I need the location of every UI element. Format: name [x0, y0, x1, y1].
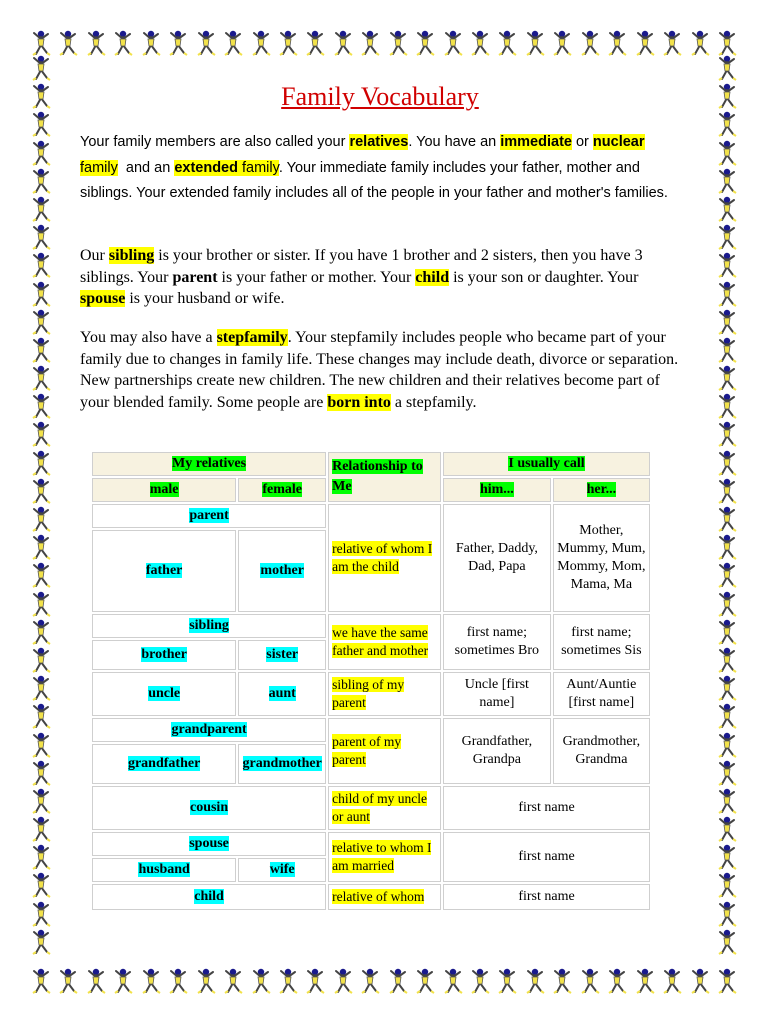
- term-grandfather: grandfather: [127, 756, 201, 771]
- cheering-figure-icon: [716, 55, 738, 81]
- cheering-figure-icon: [167, 30, 189, 56]
- table-cell: Grandfather, Grandpa: [443, 718, 551, 784]
- top-border: [30, 30, 738, 56]
- cheering-figure-icon: [716, 591, 738, 617]
- intro-text: or: [571, 134, 593, 150]
- cheering-figure-icon: [277, 968, 299, 994]
- cheering-figure-icon: [140, 30, 162, 56]
- relation-sibling: we have the same father and mother: [332, 625, 429, 658]
- cheering-figure-icon: [716, 844, 738, 870]
- cheering-figure-icon: [716, 675, 738, 701]
- table-cell: [328, 672, 441, 716]
- page-title: Family Vocabulary: [281, 82, 479, 111]
- header-cell: [328, 452, 441, 502]
- para-text: You may also have a: [80, 329, 217, 346]
- para-text: is your brother or sister. If you have 1 brother and 2 sisters, then you have 3 siblings. Your: [80, 247, 643, 286]
- table-cell: [92, 640, 236, 670]
- table-cell: first name; sometimes Bro: [443, 614, 551, 670]
- cheering-figure-icon: [30, 591, 52, 617]
- cheering-figure-icon: [606, 30, 628, 56]
- cheering-figure-icon: [30, 816, 52, 842]
- bottom-border: [30, 968, 738, 994]
- cheering-figure-icon: [277, 30, 299, 56]
- table-cell: [92, 718, 326, 742]
- cheering-figure-icon: [442, 968, 464, 994]
- para-text: is your son or daughter. Your: [449, 268, 639, 286]
- header-cell: [92, 478, 236, 502]
- term-spouse: spouse: [189, 836, 229, 851]
- cheering-figure-icon: [30, 393, 52, 419]
- cheering-figure-icon: [195, 30, 217, 56]
- cheering-figure-icon: [30, 111, 52, 137]
- cheering-figure-icon: [496, 30, 518, 56]
- cheering-figure-icon: [167, 968, 189, 994]
- cheering-figure-icon: [30, 788, 52, 814]
- table-cell: [328, 504, 441, 612]
- cheering-figure-icon: [689, 30, 711, 56]
- term-grandparent: grandparent: [171, 722, 247, 737]
- sibling-paragraph: [80, 245, 680, 310]
- header-her: her...: [586, 482, 617, 497]
- table-cell: Aunt/Auntie [first name]: [553, 672, 650, 716]
- cheering-figure-icon: [716, 309, 738, 335]
- intro-text: . Your immediate family includes your father, mother and siblings. Your extended family includes all of the people in your father and mother's families.: [80, 159, 668, 201]
- keyword-nuclear: nuclear: [592, 134, 645, 150]
- term-child: child: [194, 889, 224, 904]
- intro-text: and an: [117, 159, 175, 176]
- header-relationship: Relationship to Me: [332, 459, 423, 494]
- para-text: . Your stepfamily includes people who became part of your family due to changes in family life. These changes may include death, divorce or separation. New partnerships create new children. The new children and their relatives become part of your blended family. Some people are: [80, 329, 679, 411]
- term-father: father: [145, 563, 183, 578]
- cheering-figure-icon: [30, 675, 52, 701]
- para-text: is your father or mother. Your: [217, 268, 416, 286]
- relation-parent: relative of whom I am the child: [332, 541, 433, 574]
- cheering-figure-icon: [716, 252, 738, 278]
- table-cell: [92, 832, 326, 856]
- table-cell: first name; sometimes Sis: [553, 614, 650, 670]
- term-husband: husband: [138, 862, 190, 877]
- header-him: him...: [479, 482, 514, 497]
- table-cell: [328, 786, 441, 830]
- relation-spouse: relative to whom I am married: [332, 840, 432, 873]
- cheering-figure-icon: [716, 534, 738, 560]
- cheering-figure-icon: [716, 901, 738, 927]
- cheering-figure-icon: [716, 647, 738, 673]
- cheering-figure-icon: [716, 619, 738, 645]
- cheering-figure-icon: [30, 619, 52, 645]
- cheering-figure-icon: [524, 968, 546, 994]
- table-cell: [92, 786, 326, 830]
- table-cell: [238, 530, 326, 612]
- keyword-extended-family: [174, 160, 279, 176]
- cheering-figure-icon: [716, 365, 738, 391]
- cheering-figure-icon: [30, 281, 52, 307]
- cheering-figure-icon: [85, 968, 107, 994]
- cheering-figure-icon: [716, 281, 738, 307]
- cheering-figure-icon: [442, 30, 464, 56]
- cheering-figure-icon: [716, 111, 738, 137]
- keyword-extended: extended: [174, 159, 238, 176]
- cheering-figure-icon: [716, 703, 738, 729]
- table-cell: [238, 640, 326, 670]
- header-cell: [443, 452, 650, 476]
- cheering-figure-icon: [634, 30, 656, 56]
- table-row: [92, 718, 650, 742]
- term-parent: parent: [189, 508, 229, 523]
- cheering-figure-icon: [30, 365, 52, 391]
- para-text: Our: [80, 247, 109, 264]
- table-cell: first name: [443, 786, 650, 830]
- cheering-figure-icon: [30, 252, 52, 278]
- header-cell: [553, 478, 650, 502]
- table-cell: [328, 832, 441, 882]
- cheering-figure-icon: [716, 968, 738, 994]
- cheering-figure-icon: [579, 30, 601, 56]
- cheering-figure-icon: [579, 968, 601, 994]
- cheering-figure-icon: [524, 30, 546, 56]
- cheering-figure-icon: [30, 732, 52, 758]
- cheering-figure-icon: [112, 968, 134, 994]
- intro-paragraph: [80, 130, 680, 207]
- cheering-figure-icon: [195, 968, 217, 994]
- cheering-figure-icon: [30, 872, 52, 898]
- table-cell: Grandmother, Grandma: [553, 718, 650, 784]
- intro-text: . You have an: [408, 134, 501, 150]
- term-mother: mother: [260, 563, 304, 578]
- cheering-figure-icon: [332, 30, 354, 56]
- right-border: [716, 55, 738, 955]
- family-vocabulary-table: [90, 450, 652, 912]
- relation-child: relative of whom: [332, 889, 425, 904]
- cheering-figure-icon: [30, 534, 52, 560]
- cheering-figure-icon: [359, 968, 381, 994]
- cheering-figure-icon: [634, 968, 656, 994]
- term-sibling: sibling: [189, 618, 229, 633]
- header-cell: [238, 478, 326, 502]
- table-cell: [328, 718, 441, 784]
- cheering-figure-icon: [359, 30, 381, 56]
- cheering-figure-icon: [716, 421, 738, 447]
- table-cell: Mother, Mummy, Mum, Mommy, Mom, Mama, Ma: [553, 504, 650, 612]
- keyword-relatives: relatives: [349, 134, 409, 150]
- table-cell: [92, 530, 236, 612]
- header-male: male: [149, 482, 179, 497]
- cheering-figure-icon: [30, 83, 52, 109]
- header-cell: [443, 478, 551, 502]
- cheering-figure-icon: [689, 968, 711, 994]
- relation-uncle: sibling of my parent: [332, 677, 405, 710]
- table-cell: Father, Daddy, Dad, Papa: [443, 504, 551, 612]
- cheering-figure-icon: [661, 968, 683, 994]
- keyword-stepfamily: stepfamily: [216, 329, 288, 346]
- cheering-figure-icon: [30, 421, 52, 447]
- table-row: [92, 786, 650, 830]
- cheering-figure-icon: [140, 968, 162, 994]
- cheering-figure-icon: [250, 30, 272, 56]
- term-sister: sister: [266, 647, 299, 662]
- table-cell: [238, 744, 326, 784]
- cheering-figure-icon: [222, 968, 244, 994]
- cheering-figure-icon: [661, 30, 683, 56]
- cheering-figure-icon: [414, 968, 436, 994]
- cheering-figure-icon: [716, 760, 738, 786]
- keyword-nuclear-suffix: family: [80, 159, 118, 176]
- keyword-born-into: born into: [327, 393, 391, 411]
- keyword-immediate: immediate: [500, 134, 572, 150]
- keyword-sibling: sibling: [108, 247, 155, 264]
- table-cell: [238, 672, 326, 716]
- cheering-figure-icon: [414, 30, 436, 56]
- cheering-figure-icon: [30, 901, 52, 927]
- cheering-figure-icon: [716, 506, 738, 532]
- para-text: a stepfamily.: [390, 393, 477, 411]
- cheering-figure-icon: [30, 450, 52, 476]
- table-row: [92, 832, 650, 856]
- term-uncle: uncle: [148, 686, 181, 701]
- relation-grandparent: parent of my parent: [332, 734, 402, 767]
- cheering-figure-icon: [30, 140, 52, 166]
- left-border: [30, 55, 52, 955]
- table-cell: [238, 858, 326, 882]
- term-aunt: aunt: [268, 686, 296, 701]
- cheering-figure-icon: [716, 816, 738, 842]
- cheering-figure-icon: [57, 968, 79, 994]
- keyword-spouse: spouse: [80, 290, 126, 307]
- term-cousin: cousin: [189, 800, 229, 815]
- table-cell: [328, 614, 441, 670]
- term-brother: brother: [141, 647, 187, 662]
- cheering-figure-icon: [716, 478, 738, 504]
- cheering-figure-icon: [716, 450, 738, 476]
- cheering-figure-icon: [716, 196, 738, 222]
- cheering-figure-icon: [716, 140, 738, 166]
- table-cell: [92, 884, 326, 910]
- cheering-figure-icon: [250, 968, 272, 994]
- cheering-figure-icon: [30, 168, 52, 194]
- cheering-figure-icon: [716, 168, 738, 194]
- header-i-usually-call: I usually call: [508, 456, 585, 471]
- table-cell: first name: [443, 884, 650, 910]
- relation-cousin: child of my uncle or aunt: [332, 791, 427, 824]
- cheering-figure-icon: [469, 968, 491, 994]
- cheering-figure-icon: [304, 968, 326, 994]
- cheering-figure-icon: [606, 968, 628, 994]
- intro-text: Your family members are also called your: [80, 134, 350, 150]
- header-female: female: [262, 482, 303, 497]
- table-row: [92, 614, 650, 638]
- table-row: [92, 884, 650, 910]
- header-my-relatives: My relatives: [172, 456, 247, 471]
- cheering-figure-icon: [85, 30, 107, 56]
- cheering-figure-icon: [30, 30, 52, 56]
- table-cell: [92, 744, 236, 784]
- cheering-figure-icon: [716, 337, 738, 363]
- cheering-figure-icon: [30, 929, 52, 955]
- header-cell: [92, 452, 326, 476]
- cheering-figure-icon: [30, 760, 52, 786]
- stepfamily-paragraph: [80, 327, 680, 413]
- cheering-figure-icon: [716, 872, 738, 898]
- cheering-figure-icon: [304, 30, 326, 56]
- cheering-figure-icon: [551, 968, 573, 994]
- cheering-figure-icon: [30, 562, 52, 588]
- table-cell: [92, 504, 326, 528]
- cheering-figure-icon: [30, 703, 52, 729]
- cheering-figure-icon: [30, 968, 52, 994]
- cheering-figure-icon: [222, 30, 244, 56]
- cheering-figure-icon: [716, 83, 738, 109]
- para-text: is your husband or wife.: [125, 290, 285, 307]
- cheering-figure-icon: [30, 478, 52, 504]
- cheering-figure-icon: [716, 562, 738, 588]
- cheering-figure-icon: [332, 968, 354, 994]
- cheering-figure-icon: [469, 30, 491, 56]
- cheering-figure-icon: [387, 30, 409, 56]
- table-row: [92, 672, 650, 716]
- keyword-parent: parent: [172, 268, 218, 286]
- cheering-figure-icon: [716, 393, 738, 419]
- cheering-figure-icon: [30, 506, 52, 532]
- cheering-figure-icon: [716, 732, 738, 758]
- cheering-figure-icon: [387, 968, 409, 994]
- cheering-figure-icon: [496, 968, 518, 994]
- cheering-figure-icon: [30, 309, 52, 335]
- cheering-figure-icon: [57, 30, 79, 56]
- cheering-figure-icon: [716, 788, 738, 814]
- cheering-figure-icon: [30, 55, 52, 81]
- cheering-figure-icon: [30, 224, 52, 250]
- table-cell: [92, 858, 236, 882]
- table-cell: [328, 884, 441, 910]
- cheering-figure-icon: [30, 647, 52, 673]
- cheering-figure-icon: [716, 30, 738, 56]
- cheering-figure-icon: [112, 30, 134, 56]
- cheering-figure-icon: [716, 224, 738, 250]
- cheering-figure-icon: [30, 844, 52, 870]
- table-cell: first name: [443, 832, 650, 882]
- keyword-extended-suffix: family: [237, 159, 279, 176]
- table-cell: Uncle [first name]: [443, 672, 551, 716]
- table-row: [92, 504, 650, 528]
- cheering-figure-icon: [30, 337, 52, 363]
- cheering-figure-icon: [30, 196, 52, 222]
- term-grandmother: grandmother: [242, 756, 322, 771]
- term-wife: wife: [269, 862, 295, 877]
- table-cell: [92, 614, 326, 638]
- cheering-figure-icon: [716, 929, 738, 955]
- keyword-child: child: [415, 268, 450, 286]
- table-cell: [92, 672, 236, 716]
- cheering-figure-icon: [551, 30, 573, 56]
